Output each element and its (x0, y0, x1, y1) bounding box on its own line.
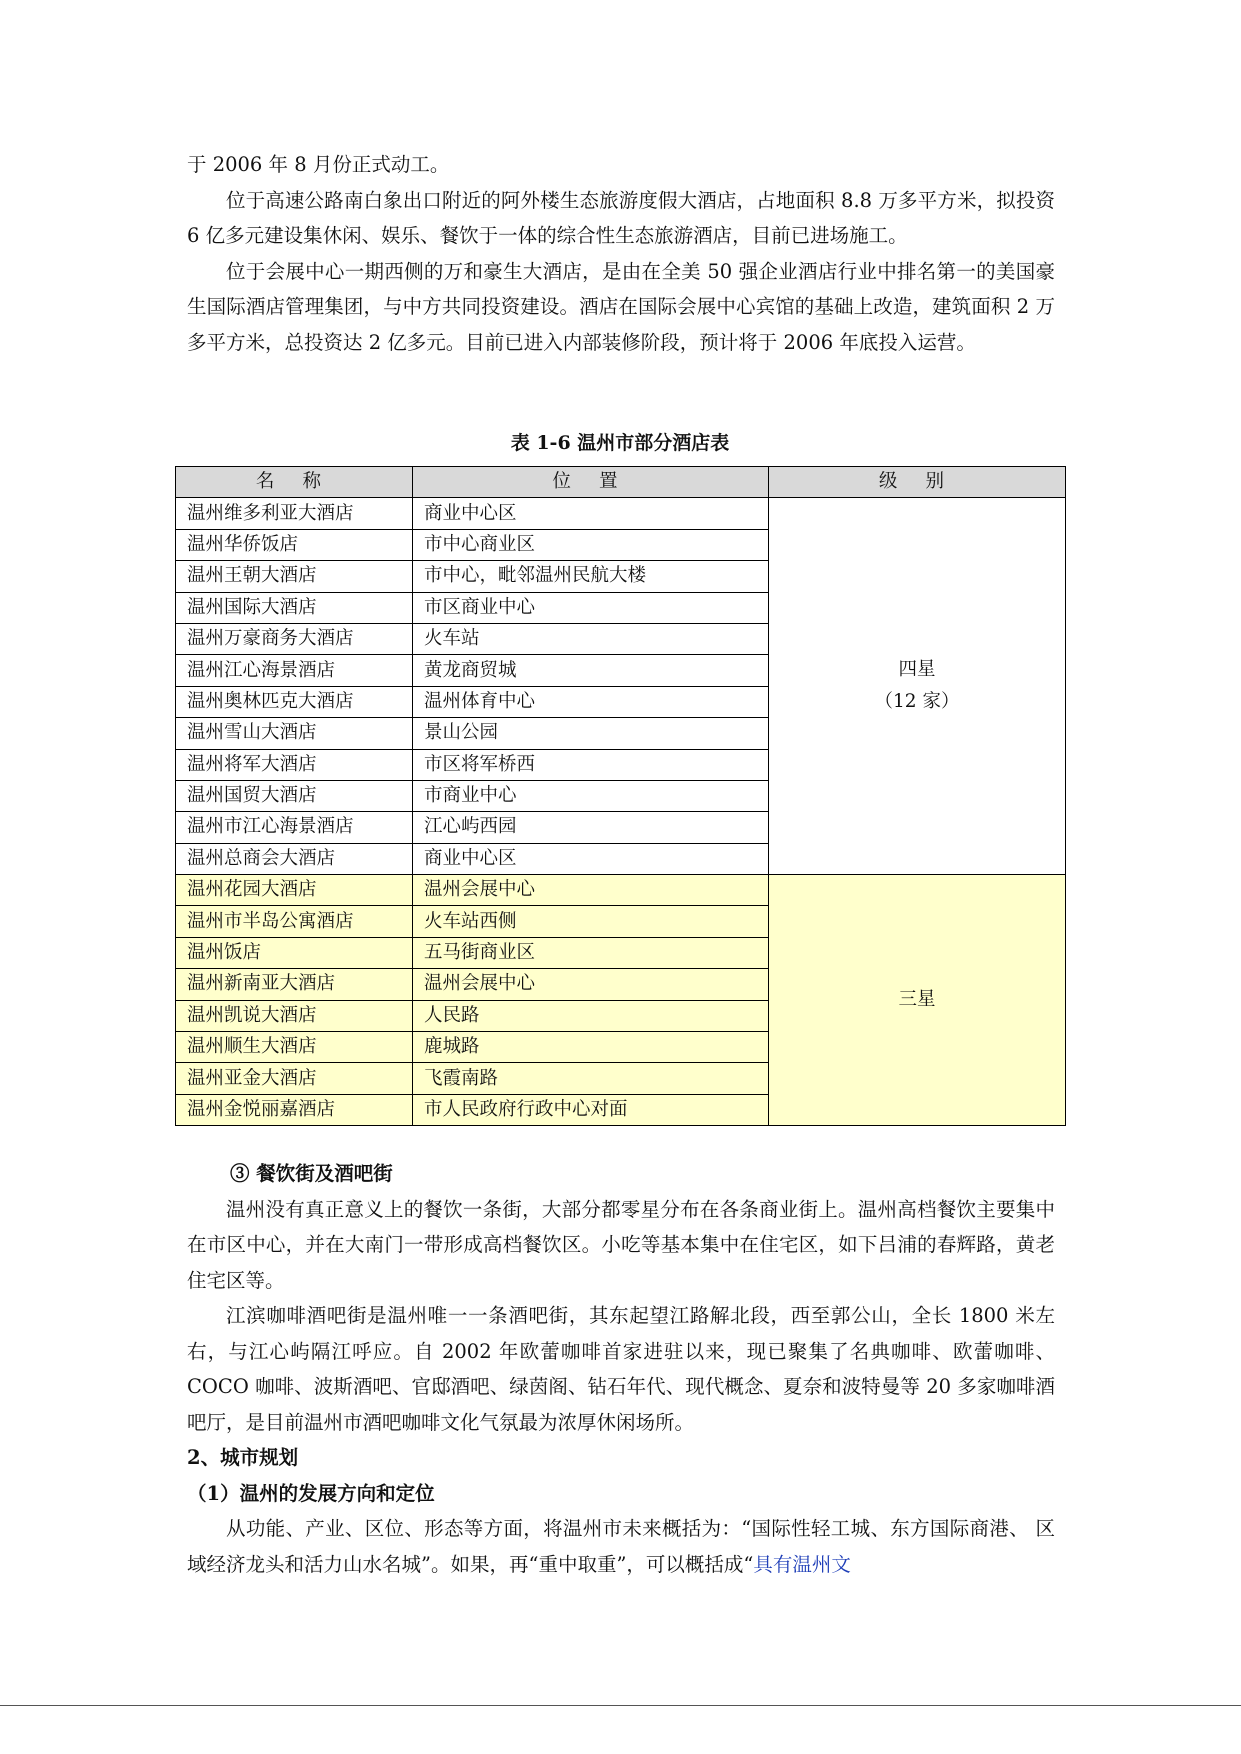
header-name: 名 称 (176, 467, 413, 498)
table-row (176, 875, 1066, 906)
level-label: 四星 (898, 659, 936, 681)
hotel-name-cell: 温州将军大酒店 (176, 749, 413, 780)
hotel-location-cell: 市人民政府行政中心对面 (413, 1094, 769, 1125)
paragraph-continuation: 于 2006 年 8 月份正式动工。 (187, 153, 450, 176)
hotel-location-cell: 市中心商业区 (413, 529, 769, 560)
hotel-table (175, 466, 1066, 1126)
hotel-name-cell: 温州奥林匹克大酒店 (176, 686, 413, 717)
hotel-name-cell: 温州国际大酒店 (176, 592, 413, 623)
hotel-location-cell: 景山公园 (413, 718, 769, 749)
hotel-location-cell: 商业中心区 (413, 843, 769, 874)
hotel-location-cell: 温州会展中心 (413, 875, 769, 906)
table-caption: 表 1-6 温州市部分酒店表 (510, 432, 730, 454)
header-level: 级 别 (769, 467, 1066, 498)
subsection-heading-positioning: （1）温州的发展方向和定位 (187, 1481, 435, 1505)
hotel-location-cell: 火车站 (413, 623, 769, 654)
star-level-cell (769, 498, 1066, 875)
hotel-location-cell: 鹿城路 (413, 1032, 769, 1063)
hotel-name-cell: 温州市半岛公寓酒店 (176, 906, 413, 937)
hotel-name-cell: 温州亚金大酒店 (176, 1063, 413, 1094)
hotel-name-cell: 温州维多利亚大酒店 (176, 498, 413, 529)
hotel-name-cell: 温州华侨饭店 (176, 529, 413, 560)
hotel-location-cell: 温州会展中心 (413, 969, 769, 1000)
bottom-text (187, 1156, 1055, 1582)
footer-divider (0, 1705, 1241, 1706)
hotel-name-cell: 温州总商会大酒店 (176, 843, 413, 874)
hotel-location-cell: 商业中心区 (413, 498, 769, 529)
table-row (176, 498, 1066, 529)
paragraph-bar-street: 江滨咖啡酒吧街是温州唯一一条酒吧街，其东起望江路解北段，西至郭公山，全长 1800 米左右，与江心屿隔江呼应。自 2002 年欧蕾咖啡首家进驻以来，现已聚集了名典咖啡、欧蕾咖啡、COCO 咖啡、波斯酒吧、官邸酒吧、绿茵阁、钻石年代、现代概念、夏奈和波特曼等 20 多家咖啡酒吧厅，是目前温州市酒吧咖啡文化气氛最为浓厚休闲场所。 (187, 1304, 1055, 1434)
hotel-location-cell: 市商业中心 (413, 780, 769, 811)
hotel-location-cell: 飞霞南路 (413, 1063, 769, 1094)
hotel-location-cell: 人民路 (413, 1000, 769, 1031)
paragraph-dining: 温州没有真正意义上的餐饮一条街，大部分都零星分布在各条商业街上。温州高档餐饮主要集中在市区中心，并在大南门一带形成高档餐饮区。小吃等基本集中在住宅区，如下吕浦的春辉路，黄老住宅区等。 (187, 1197, 1055, 1292)
hotel-location-cell: 五马街商业区 (413, 937, 769, 968)
section-heading-city-planning: 2、城市规划 (187, 1446, 299, 1469)
hotel-name-cell: 温州江心海景酒店 (176, 655, 413, 686)
hotel-location-cell: 黄龙商贸城 (413, 655, 769, 686)
paragraph-awailou-hotel: 位于高速公路南白象出口附近的阿外楼生态旅游度假大酒店，占地面积 8.8 万多平方米，拟投资 6 亿多元建设集休闲、娱乐、餐饮于一体的综合性生态旅游酒店，目前已进场施工。 (187, 188, 1055, 247)
hotel-name-cell: 温州花园大酒店 (176, 875, 413, 906)
hotel-location-cell: 温州体育中心 (413, 686, 769, 717)
hotel-name-cell: 温州万豪商务大酒店 (176, 623, 413, 654)
hotel-name-cell: 温州雪山大酒店 (176, 718, 413, 749)
hotel-location-cell: 市中心，毗邻温州民航大楼 (413, 561, 769, 592)
table-header-row (176, 467, 1066, 498)
hotel-location-cell: 市区将军桥西 (413, 749, 769, 780)
hotel-name-cell: 温州王朝大酒店 (176, 561, 413, 592)
header-location: 位 置 (413, 467, 769, 498)
star-level-cell: 三星 (769, 875, 1066, 1126)
paragraph-positioning-text: 从功能、产业、区位、形态等方面，将温州市未来概括为：“国际性轻工城、东方国际商港、 区域经济龙头和活力山水名城”。如果，再“重中取重”，可以概括成“ (187, 1517, 1055, 1576)
hotel-name-cell: 温州市江心海景酒店 (176, 812, 413, 843)
hotel-name-cell: 温州饭店 (176, 937, 413, 968)
hotel-name-cell: 温州国贸大酒店 (176, 780, 413, 811)
hotel-location-cell: 江心屿西园 (413, 812, 769, 843)
hotel-name-cell: 温州新南亚大酒店 (176, 969, 413, 1000)
hyperlink-text[interactable]: 具有温州文 (753, 1552, 851, 1576)
top-text (187, 147, 1055, 360)
hotel-name-cell: 温州顺生大酒店 (176, 1032, 413, 1063)
paragraph-howard-johnson-hotel: 位于会展中心一期西侧的万和豪生大酒店，是由在全美 50 强企业酒店行业中排名第一的美国豪生国际酒店管理集团，与中方共同投资建设。酒店在国际会展中心宾馆的基础上改造，建筑面积 2 万多平方米，总投资达 2 亿多元。目前已进入内部装修阶段，预计将于 2006 年底投入运营。 (187, 259, 1055, 354)
hotel-location-cell: 市区商业中心 (413, 592, 769, 623)
hotel-name-cell: 温州金悦丽嘉酒店 (176, 1094, 413, 1125)
level-count: （12 家） (874, 691, 960, 713)
hotel-name-cell: 温州凯说大酒店 (176, 1000, 413, 1031)
heading-dining-bar-street: ③ 餐饮街及酒吧街 (230, 1162, 393, 1185)
hotel-location-cell: 火车站西侧 (413, 906, 769, 937)
paragraph-positioning (187, 1511, 1055, 1582)
